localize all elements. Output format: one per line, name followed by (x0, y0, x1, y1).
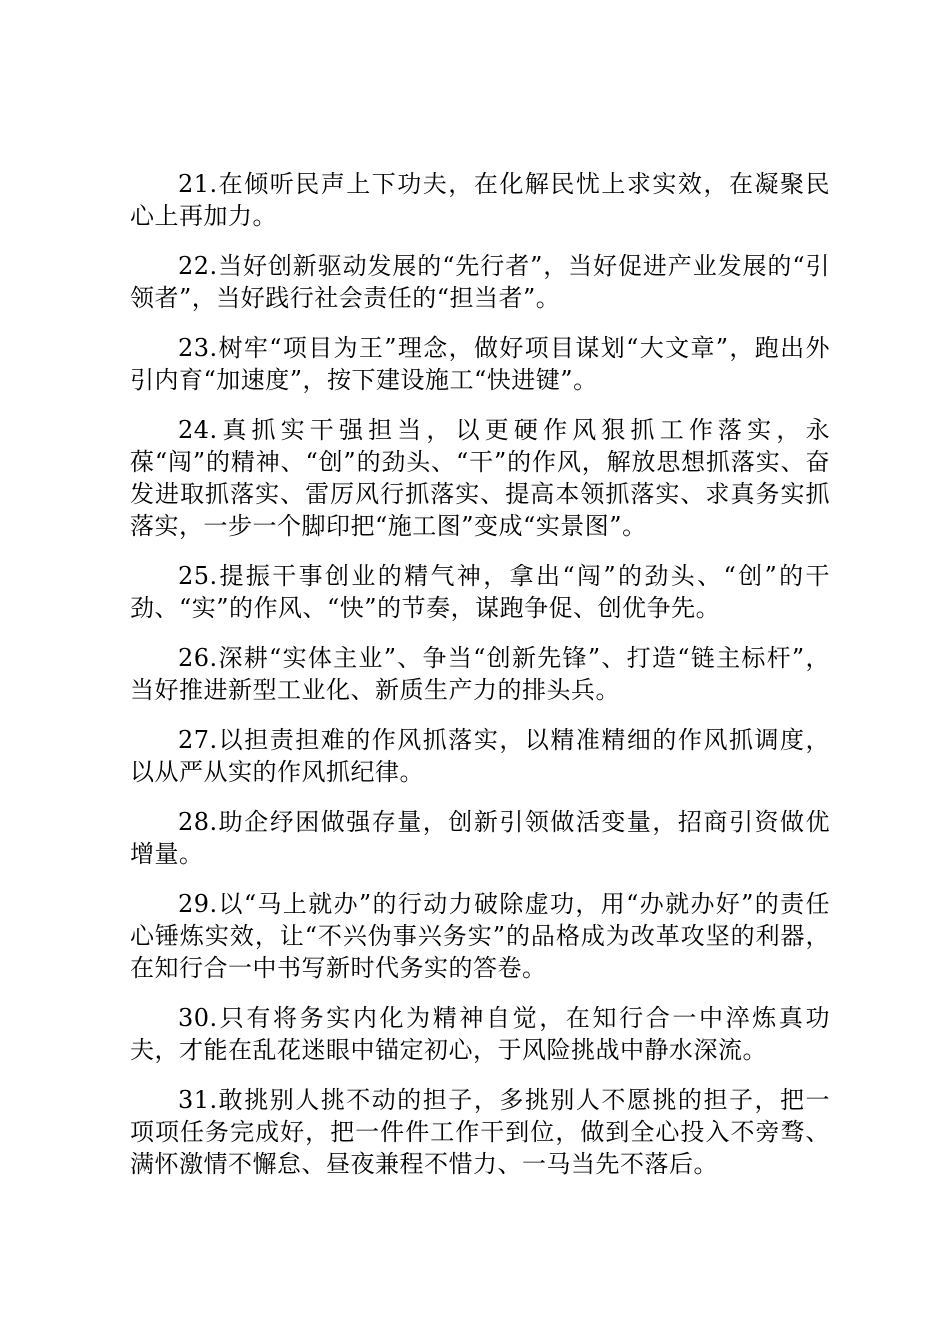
paragraph-28: 28.助企纾困做强存量，创新引领做活变量，招商引资做优增量。 (130, 808, 830, 868)
paragraph-22: 22.当好创新驱动发展的“先行者”，当好促进产业发展的“引领者”，当好践行社会责任的“担当者”。 (130, 252, 830, 312)
paragraph-24: 24.真抓实干强担当，以更硬作风狠抓工作落实，永葆“闯”的精神、“创”的劲头、“干”的作风，解放思想抓落实、奋发进取抓落实、雷厉风行抓落实、提高本领抓落实、求真务实抓落实，一步一个脚印把“施工图”变成“实景图”。 (130, 416, 830, 540)
paragraph-21: 21.在倾听民声上下功夫，在化解民忧上求实效，在凝聚民心上再加力。 (130, 170, 830, 230)
document-page (130, 168, 830, 1198)
paragraph-26: 26.深耕“实体主业”、争当“创新先锋”、打造“链主标杆”，当好推进新型工业化、新质生产力的排头兵。 (130, 644, 830, 704)
paragraph-30: 30.只有将务实内化为精神自觉，在知行合一中淬炼真功夫，才能在乱花迷眼中锚定初心，于风险挑战中静水深流。 (130, 1004, 830, 1064)
paragraph-27: 27.以担责担难的作风抓落实，以精准精细的作风抓调度，以从严从实的作风抓纪律。 (130, 726, 830, 786)
paragraph-23: 23.树牢“项目为王”理念，做好项目谋划“大文章”，跑出外引内育“加速度”，按下建设施工“快进键”。 (130, 334, 830, 394)
paragraph-31: 31.敢挑别人挑不动的担子，多挑别人不愿挑的担子，把一项项任务完成好，把一件件工作干到位，做到全心投入不旁骛、满怀激情不懈怠、昼夜兼程不惜力、一马当先不落后。 (130, 1086, 830, 1178)
paragraph-29: 29.以“马上就办”的行动力破除虚功，用“办就办好”的责任心锤炼实效，让“不兴伪事兴务实”的品格成为改革攻坚的利器，在知行合一中书写新时代务实的答卷。 (130, 890, 830, 982)
paragraph-25: 25.提振干事创业的精气神，拿出“闯”的劲头、“创”的干劲、“实”的作风、“快”的节奏，谋跑争促、创优争先。 (130, 562, 830, 622)
